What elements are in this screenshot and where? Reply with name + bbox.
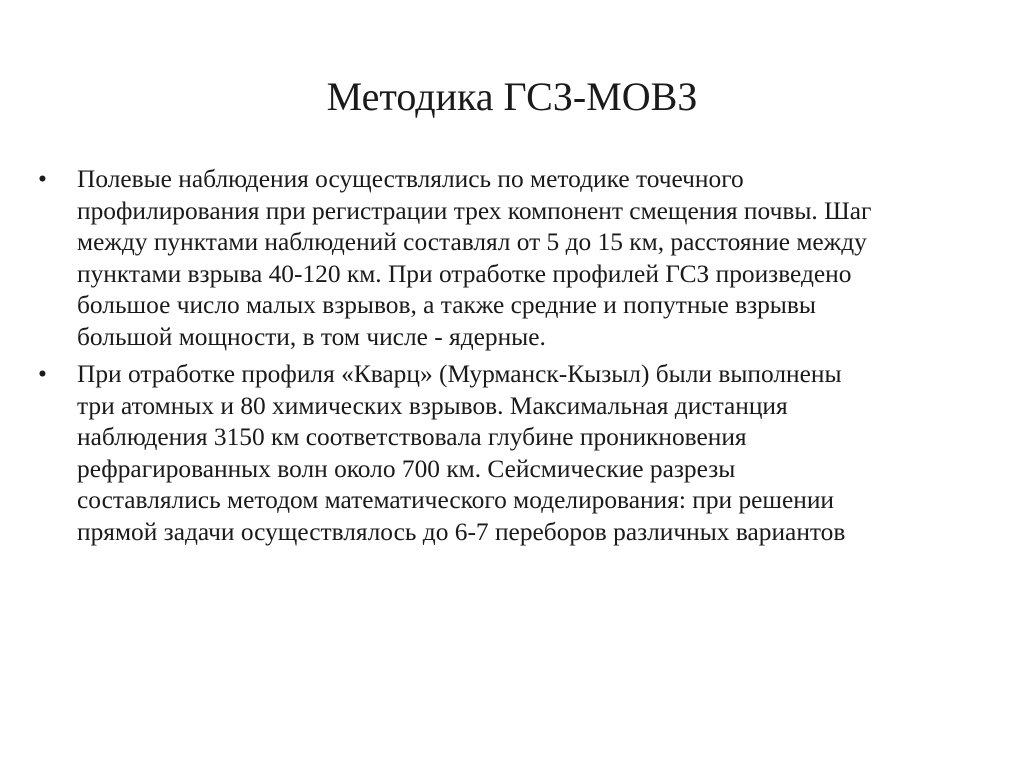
bullet-marker: • [38,165,47,193]
bullet-text-line: три атомных и 80 химических взрывов. Максимальная дистанция [77,391,788,420]
bullet-text-line: составлялись методом математического моделирования: при решении [77,486,834,514]
bullet-text-line: При отработке профиля «Кварц» (Мурманск-Кызыл) были выполнены [77,360,842,388]
bullet-text-line: пунктами взрыва 40-120 км. При отработке профилей ГСЗ произведено [77,259,852,288]
bullet-text-line: большой мощности, в том числе - ядерные. [77,322,546,351]
bullet-text-line: большое число малых взрывов, а также средние и попутные взрывы [77,291,816,319]
slide-title: Методика ГСЗ-МОВЗ [326,74,698,119]
bullet-item [38,164,998,353]
bullet-list [38,164,998,548]
bullet-text-line: рефрагированных волн около 700 км. Сейсмические разрезы [77,454,736,483]
bullet-marker: • [38,360,47,388]
bullet-item [38,359,998,548]
bullet-text-line: профилирования при регистрации трех компонент смещения почвы. Шаг [77,196,872,225]
bullet-text-line: между пунктами наблюдений составлял от 5 до 15 км, расстояние между [77,228,867,256]
bullet-text-line: прямой задачи осуществлялось до 6-7 переборов различных вариантов [77,517,846,546]
bullet-text-line: наблюдения 3150 км соответствовала глубине проникновения [77,423,747,451]
bullet-text-line: Полевые наблюдения осуществлялись по методике точечного [77,165,744,193]
